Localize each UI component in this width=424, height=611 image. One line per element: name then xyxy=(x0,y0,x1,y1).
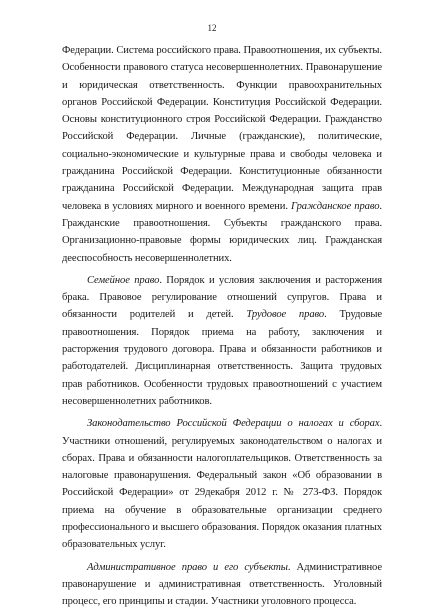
paragraph-text: . Гражданские правоотношения. Субъекты гражданского права. Организационно-правовые формы юридических лиц. Гражданская дееспособность несовершеннолетних. xyxy=(62,200,382,264)
paragraph-text: . Трудовые правоотношения. Порядок приема на работу, заключения и расторжения трудового договора. Права и обязанности работников и работодателей. Дисциплинарная ответственность. Защита трудовых прав работников. Особенности трудовых правоотношений с участием несовершеннолетних работников. xyxy=(62,309,383,407)
paragraph-text: Федерации. Система российского права. Правоотношения, их субъекты. Особенности правового статуса несовершеннолетних. Правонарушение и юридическая ответственность. Функции правоохранительных органов Российской Федерации. Конституция Российской Федерации. Основы конституционного строя Российской Федерации. Гражданство Российской Федерации. Личные (гражданские), политические, социально-экономические и культурные права и свободы человека и гражданина Российской Федерации. Конституционные обязанности гражданина Российской Федерации. Международная защита прав человека в условиях мирного и военного времени. xyxy=(62,45,382,212)
paragraph xyxy=(62,559,382,611)
document-body xyxy=(62,42,382,611)
italic-term: Законодательство Российской Федерации о налогах и сборах xyxy=(87,418,380,430)
paragraph-text: . Административное правонарушение и административная ответственность. Уголовный процесс, его принципы и стадии. Участники уголовного процесса. xyxy=(62,561,382,608)
italic-term: Административное право и его субъекты xyxy=(87,561,288,573)
page-number: 12 xyxy=(207,23,217,33)
paragraph xyxy=(62,272,382,410)
paragraph xyxy=(62,415,382,553)
paragraph-text: . Порядок и условия заключения и расторжения брака. Правовое регулирование отношений супругов. Права и обязанности родителей и детей. xyxy=(62,274,382,321)
italic-term: Трудовое право xyxy=(246,309,325,321)
paragraph xyxy=(62,42,382,267)
italic-term: Гражданское право xyxy=(290,200,380,212)
paragraph-text: . Участники отношений, регулируемых законодательством о налогах и сборах. Права и обязанности налогоплательщиков. Ответственность за налоговые правонарушения. Федеральный закон «Об образовании в Российской Федерации» от 29декабря 2012 г. № 273-ФЗ. Порядок приема на обучение в образовательные организации среднего профессионального и высшего образования. Порядок оказания платных образовательных услуг. xyxy=(62,418,382,551)
italic-term: Семейное право xyxy=(87,274,160,286)
